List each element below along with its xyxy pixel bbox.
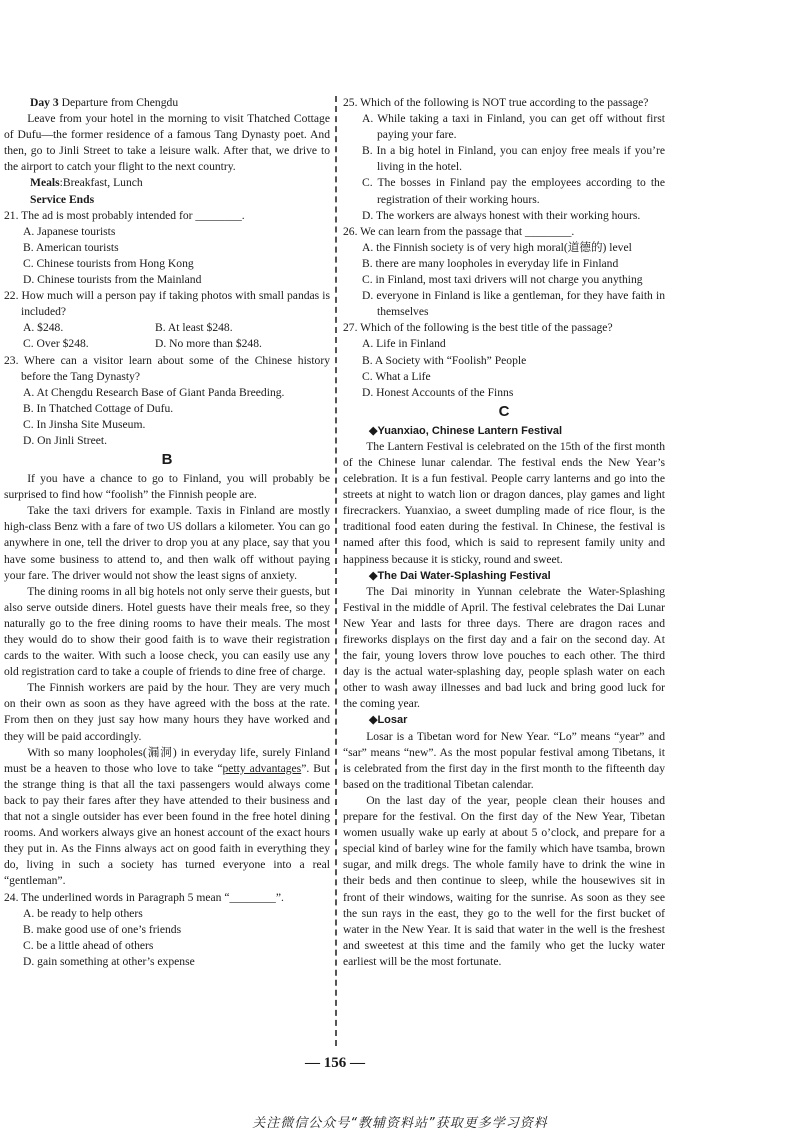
q25-option: C. The bosses in Finland pay the employees according to the registration of their working hours. (362, 176, 665, 206)
q21-option: D. Chinese tourists from the Mainland (23, 273, 202, 287)
page-number: — 156 — (305, 1055, 365, 1071)
q22-options-row (4, 320, 330, 336)
day3-text: Leave from your hotel in the morning to visit Thatched Cottage of Dufu—the former residence of a famous Tang Dynasty poet. And then, go to Jinli Street to take a leisure walk. After that, we drive to the airport to catch your flight to the next country. (4, 112, 330, 174)
festival-heading-dai: ◆The Dai Water-Splashing Festival (369, 569, 551, 582)
question-23: 23. Where can a visitor learn about some of the Chinese history before the Tang Dynasty? (4, 353, 330, 383)
q24-option: D. gain something at other’s expense (23, 954, 195, 968)
question-26: 26. We can learn from the passage that ________. (343, 224, 575, 238)
q26-option: B. there are many loopholes in everyday life in Finland (362, 256, 619, 270)
q25-option: A. While taking a taxi in Finland, you can get off without first paying your fare. (362, 112, 665, 142)
q26-option: A. the Finnish society is of very high moral(道德的) level (362, 240, 632, 254)
q24-option: B. make good use of one’s friends (23, 922, 182, 936)
question-27: 27. Which of the following is the best title of the passage? (343, 321, 613, 335)
festival-heading-losar: ◆Losar (369, 714, 408, 727)
q27-option: A. Life in Finland (362, 337, 446, 351)
passage-c-paragraph: The Lantern Festival is celebrated on the 15th of the first month of the Chinese lunar calendar. The festival ends the New Year’s celebration. It is a fun festival. People carry lanterns and go into the streets at night to watch lion or dragon dances, play games and light firecrackers. Yuanxiao, a sweet dumpling made of rice flour, is the traditional food eaten during the festival. In Chinese, the festival is named after this food, which is said to represent family unity and happiness because it is sticky, round and sweet. (343, 439, 665, 566)
q27-option: C. What a Life (362, 369, 431, 383)
q23-option: D. On Jinli Street. (23, 433, 108, 447)
q25-option: D. The workers are always honest with their working hours. (362, 208, 641, 222)
passage-b-paragraph: If you have a chance to go to Finland, you will probably be surprised to find how “foolish” the Finnish people are. (4, 472, 330, 502)
passage-b-paragraph: The Finnish workers are paid by the hour. They are very much on their own as soon as they have agreed with the boss at the rate. From then on they just say how many hours they have worked and they will be paid accordingly. (4, 681, 330, 743)
q26-option: D. everyone in Finland is like a gentleman, for they have faith in themselves (362, 289, 665, 319)
q23-option: A. At Chengdu Research Base of Giant Panda Breeding. (23, 385, 285, 399)
q25-option: B. In a big hotel in Finland, you can enjoy free meals if you’re living in the hotel. (362, 144, 665, 174)
q22-option: D. No more than $248. (155, 337, 262, 351)
q23-option: B. In Thatched Cottage of Dufu. (23, 401, 174, 415)
section-b-heading: B (161, 451, 173, 469)
passage-b-paragraph: The dining rooms in all big hotels not only serve their guests, but also serve outside diners. Hotel guests have their meals free, so they naturally go to the free dining rooms to have their meals. The most they would do to show their good faith is to wave their registration cards to the waiter. With such a loose check, you can easily use any old registration card to take a couple of friends to dine free of charge. (4, 584, 330, 679)
q26-option: C. in Finland, most taxi drivers will not charge you anything (362, 273, 643, 287)
q22-options-row (4, 336, 330, 352)
right-column (343, 95, 665, 970)
footer-watermark: 关注微信公众号“教辅资料站”获取更多学习资料 (252, 1116, 548, 1131)
left-column (4, 95, 330, 970)
q22-option: A. $248. (23, 321, 64, 335)
q27-option: D. Honest Accounts of the Finns (362, 385, 514, 399)
q24-option: C. be a little ahead of others (23, 938, 154, 952)
passage-b-paragraph: Take the taxi drivers for example. Taxis in Finland are mostly high-class Benz with a fare of two US dollars a kilometer. You can go anywhere in one, tell the driver to drop you at any place, say that you have some business to attend to, and then walk off without paying your fare. The driver would not show the least signs of anxiety. (4, 504, 330, 582)
meals-line: Meals:Breakfast, Lunch (30, 176, 143, 190)
question-22: 22. How much will a person pay if taking photos with small pandas is included? (4, 289, 330, 319)
question-24: 24. The underlined words in Paragraph 5 mean “________”. (4, 890, 284, 904)
question-21: 21. The ad is most probably intended for ________. (4, 208, 245, 222)
q21-option: A. Japanese tourists (23, 224, 116, 238)
q21-option: B. American tourists (23, 240, 119, 254)
service-ends: Service Ends (30, 192, 95, 206)
q21-option: C. Chinese tourists from Hong Kong (23, 256, 194, 270)
festival-heading-yuanxiao: ◆Yuanxiao, Chinese Lantern Festival (369, 424, 563, 437)
passage-c-paragraph: On the last day of the year, people clean their houses and prepare for the festival. On the first day of the New Year, Tibetan women usually wake up early at about 5 o’clock, and prepare for a special kind of barley wine for the family which have tsamba, brown sugar, and milk dregs. The whole family have to drink the wine in their beds and then continue to sleep, while the housewives sit in front of their windows, waiting for the sunrise. As soon as they see the sun rays in the east, they go to the well for the first bucket of water in the New Year. It is said that water in the well is the freshest and sweetest at this time and the family who get the lucky water earliest will be the most fortunate. (343, 793, 665, 968)
passage-c-paragraph: The Dai minority in Yunnan celebrate the Water-Splashing Festival in the middle of April. The festival celebrates the Dai Lunar New Year and lasts for three days. There are dragon races and fireworks displays on the first day and a fair on the second day. At the fair, young lovers throw love pouches to each other. The third day is the actual water-splashing day, people splash water on each other to wash away illnesses and bad luck and bring good luck for the coming year. (343, 584, 665, 711)
day3-heading: Day 3 Departure from Chengdu (30, 96, 179, 109)
q22-option: C. Over $248. (23, 337, 89, 351)
q27-option: B. A Society with “Foolish” People (362, 353, 527, 367)
column-divider (335, 96, 337, 1046)
section-c-heading: C (498, 402, 510, 420)
q24-option: A. be ready to help others (23, 906, 143, 920)
q23-option: C. In Jinsha Site Museum. (23, 417, 146, 431)
passage-b-paragraph: With so many loopholes(漏洞) in everyday life, surely Finland must be a heaven to those who love to take “petty advantages”. But the strange thing is that all the taxi passengers would always come back to pay their fares after they have attended to their business and that not a single outsider has ever been found in the free hotel dining rooms. And workers always give an honest account of the exact hours they put in. As the Finns always act on good faith in everything they do, living in such a society has turned everyone into a real “gentleman”. (4, 745, 330, 888)
question-25: 25. Which of the following is NOT true according to the passage? (343, 96, 649, 109)
q22-option: B. At least $248. (155, 321, 233, 335)
passage-c-paragraph: Losar is a Tibetan word for New Year. “Lo” means “year” and “sar” means “new”. As the most popular festival among Tibetans, it is celebrated from the first day in the first month to the fifteenth day based on the traditional Tibetan calendar. (343, 729, 665, 791)
underlined-phrase: petty advantages (222, 761, 302, 775)
